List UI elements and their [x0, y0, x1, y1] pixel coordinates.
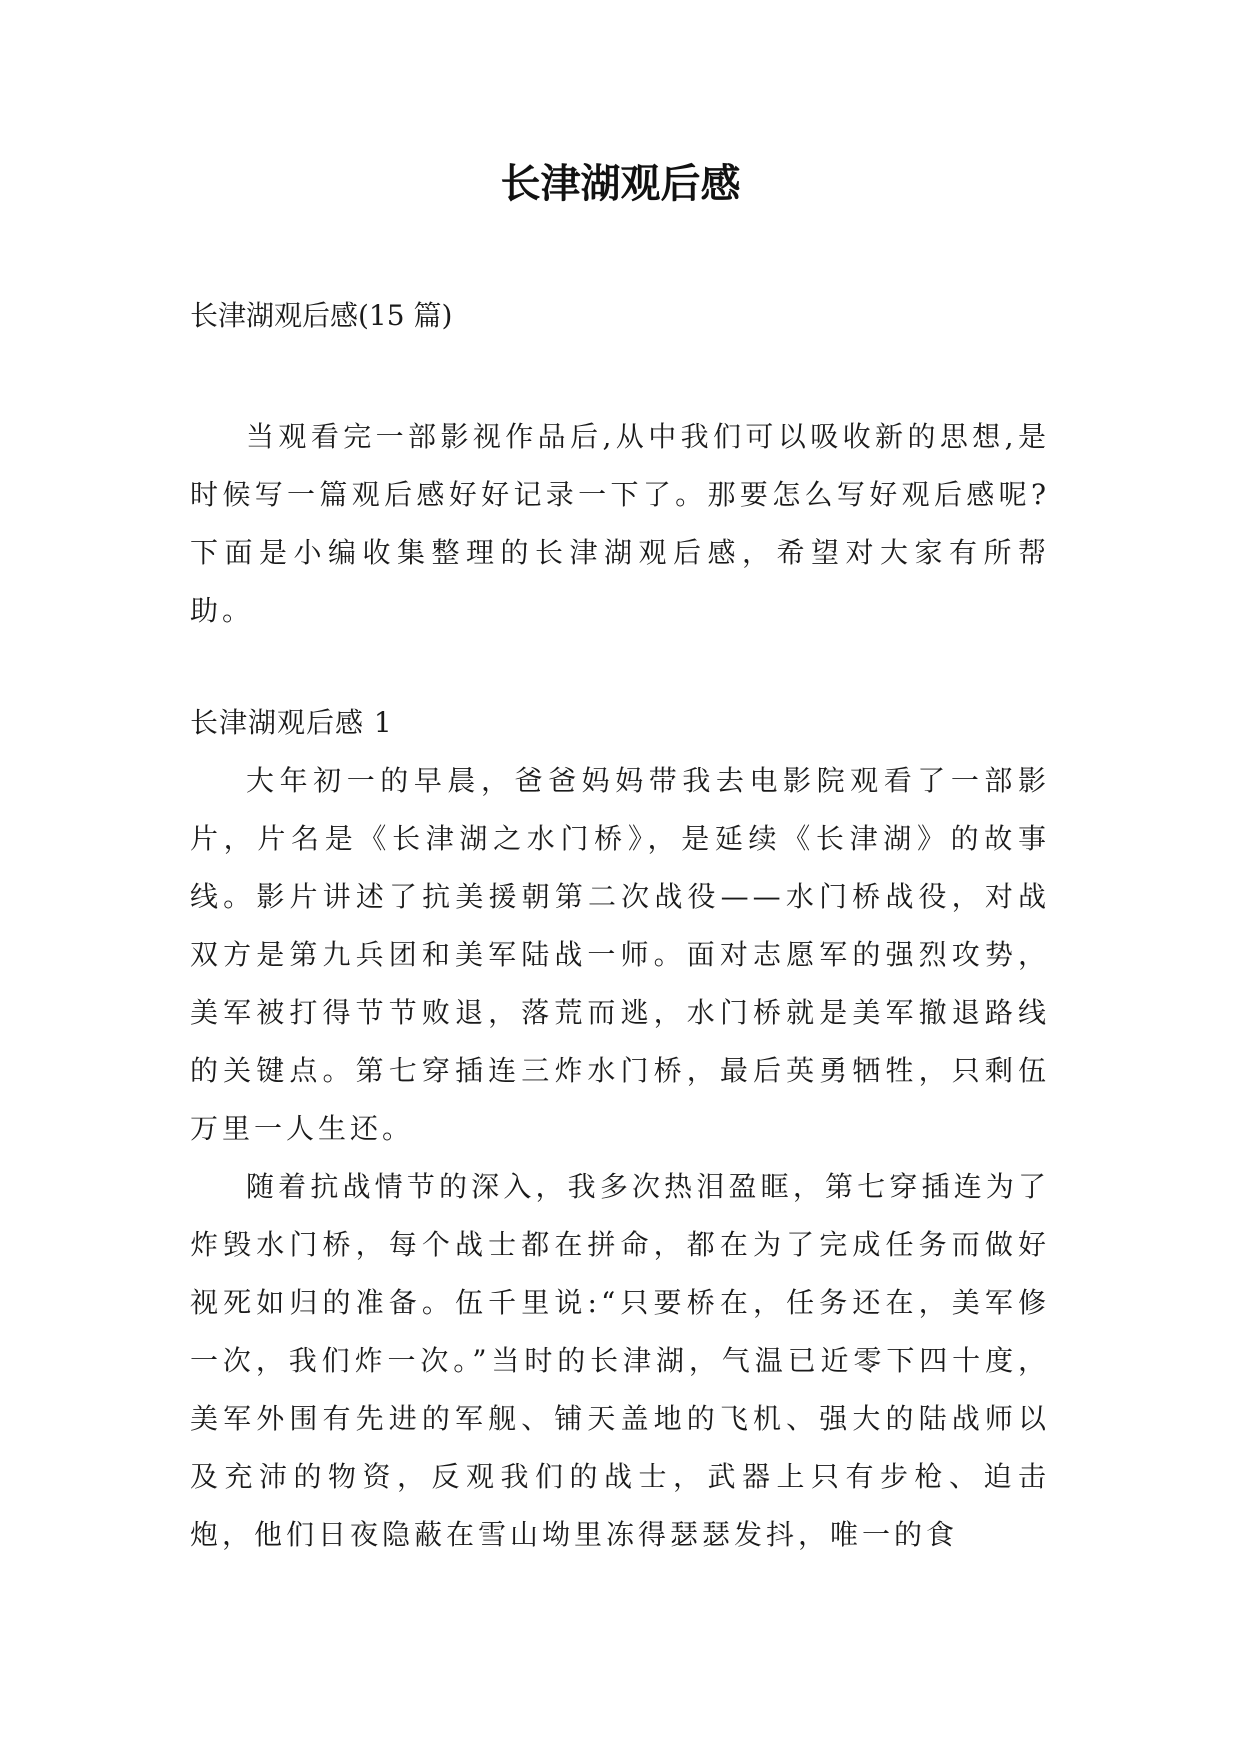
document-title: 长津湖观后感 [500, 161, 741, 207]
section-heading: 长津湖观后感 1 [190, 706, 393, 739]
intro-paragraph: 当观看完一部影视作品后,从中我们可以吸收新的思想,是时候写一篇观后感好好记录一下了。那要怎么写好观后感呢?下面是小编收集整理的长津湖观后感，希望对大家有所帮助。 [190, 420, 1050, 627]
section-1 [190, 694, 1050, 1564]
section-paragraph: 大年初一的早晨，爸爸妈妈带我去电影院观看了一部影片，片名是《长津湖之水门桥》，是延续《长津湖》的故事线。影片讲述了抗美援朝第二次战役——水门桥战役，对战双方是第九兵团和美军陆战一师。面对志愿军的强烈攻势，美军被打得节节败退，落荒而逃，水门桥就是美军撤退路线的关键点。第七穿插连三炸水门桥，最后英勇牺牲，只剩伍万里一人生还。 [190, 764, 1050, 1145]
document-subtitle: 长津湖观后感(15 篇) [190, 299, 453, 332]
intro-block [190, 408, 1050, 640]
section-paragraph: 随着抗战情节的深入，我多次热泪盈眶，第七穿插连为了炸毁水门桥，每个战士都在拼命，都在为了完成任务而做好视死如归的准备。伍千里说:“只要桥在，任务还在，美军修一次，我们炸一次。”当时的长津湖，气温已近零下四十度，美军外围有先进的军舰、铺天盖地的飞机、强大的陆战师以及充沛的物资，反观我们的战士，武器上只有步枪、迫击炮，他们日夜隐蔽在雪山坳里冻得瑟瑟发抖，唯一的食 [190, 1170, 1050, 1551]
